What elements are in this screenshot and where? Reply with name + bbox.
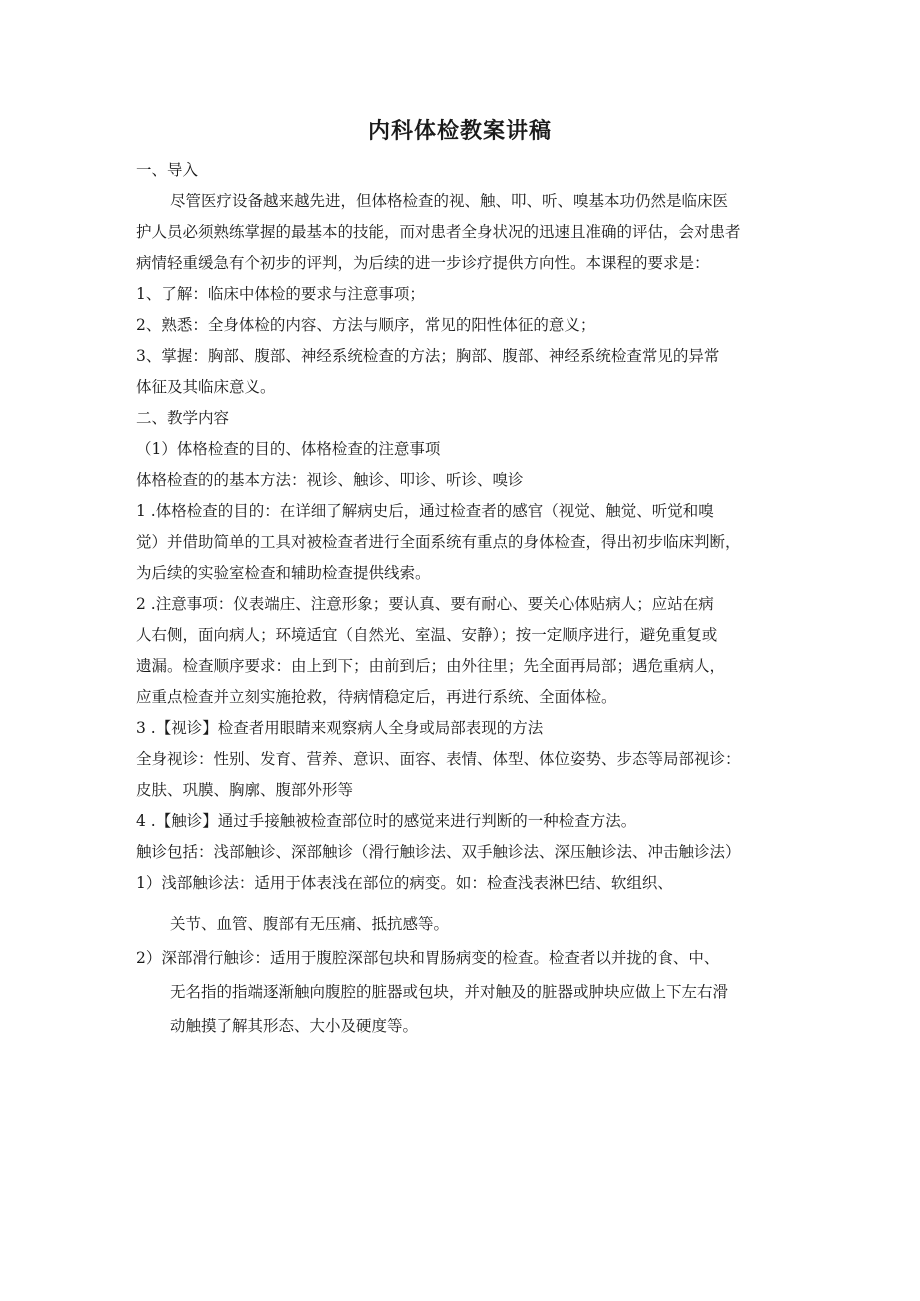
intro-paragraph-line: 病情轻重缓急有个初步的评判，为后续的进一步诊疗提供方向性。本课程的要求是： (136, 254, 710, 272)
inspection-line: 全身视诊：性别、发育、营养、意识、面容、表情、体型、体位姿势、步态等局部视诊： (136, 750, 741, 768)
palpation-heading: 4 .【触诊】通过手接触被检查部位时的感觉来进行判断的一种检查方法。 (136, 812, 637, 830)
deep-palpation-line: 无名指的指端逐渐触向腹腔的脏器或包块，并对触及的脏器或肿块应做上下左右滑 (170, 983, 729, 1001)
document-body (136, 155, 786, 1043)
deep-palpation-line: 2）深部滑行触诊：适用于腹腔深部包块和胃肠病变的检查。检查者以并拢的食、中、 (136, 949, 720, 967)
superficial-palpation-line: 关节、血管、腹部有无压痛、抵抗感等。 (170, 915, 450, 933)
deep-palpation-line: 动触摸了解其形态、大小及硬度等。 (170, 1017, 419, 1035)
purpose-paragraph-line: 1 .体格检查的目的：在详细了解病史后，通过检查者的感官（视觉、触觉、听觉和嗅 (136, 502, 714, 520)
section-heading-content: 二、教学内容 (136, 409, 230, 427)
requirement-item: 1、了解：临床中体检的要求与注意事项； (136, 285, 425, 303)
inspection-heading: 3 .【视诊】检查者用眼睛来观察病人全身或局部表现的方法 (136, 719, 544, 737)
basic-methods-line: 体格检查的的基本方法：视诊、触诊、叩诊、听诊、嗅诊 (136, 471, 524, 489)
intro-paragraph-line: 尽管医疗设备越来越先进，但体格检查的视、触、叩、听、嗅基本功仍然是临床医 (170, 192, 729, 210)
requirement-item: 2、熟悉：全身体检的内容、方法与顺序，常见的阳性体征的意义； (136, 316, 596, 334)
palpation-types-line: 触诊包括：浅部触诊、深部触诊（滑行触诊法、双手触诊法、深压触诊法、冲击触诊法） (136, 843, 741, 861)
purpose-paragraph-line: 为后续的实验室检查和辅助检查提供线索。 (136, 564, 431, 582)
document-title: 内科体检教案讲稿 (367, 119, 552, 144)
notes-paragraph-line: 遗漏。检查顺序要求：由上到下；由前到后；由外往里；先全面再局部；遇危重病人， (136, 657, 726, 675)
requirement-item-cont: 体征及其临床意义。 (136, 378, 276, 396)
superficial-palpation-line: 1）浅部触诊法：适用于体表浅在部位的病变。如：检查浅表淋巴结、软组织、 (136, 874, 673, 892)
inspection-line: 皮肤、巩膜、胸廓、腹部外形等 (136, 781, 354, 799)
notes-paragraph-line: 人右侧，面向病人；环境适宜（自然光、室温、安静）；按一定顺序进行，避免重复或 (136, 626, 718, 644)
requirement-item: 3、掌握：胸部、腹部、神经系统检查的方法；胸部、腹部、神经系统检查常见的异常 (136, 347, 720, 365)
notes-paragraph-line: 应重点检查并立刻实施抢救，待病情稳定后，再进行系统、全面体检。 (136, 688, 617, 706)
section-heading-intro: 一、导入 (136, 161, 199, 179)
purpose-paragraph-line: 觉）并借助简单的工具对被检查者进行全面系统有重点的身体检查，得出初步临床判断， (136, 533, 741, 551)
intro-paragraph-line: 护人员必须熟练掌握的最基本的技能，而对患者全身状况的迅速且准确的评估，会对患者 (136, 223, 741, 241)
subsection-heading: （1）体格检查的目的、体格检查的注意事项 (136, 440, 441, 458)
notes-paragraph-line: 2 .注意事项：仪表端庄、注意形象；要认真、要有耐心、要关心体贴病人；应站在病 (136, 595, 714, 613)
